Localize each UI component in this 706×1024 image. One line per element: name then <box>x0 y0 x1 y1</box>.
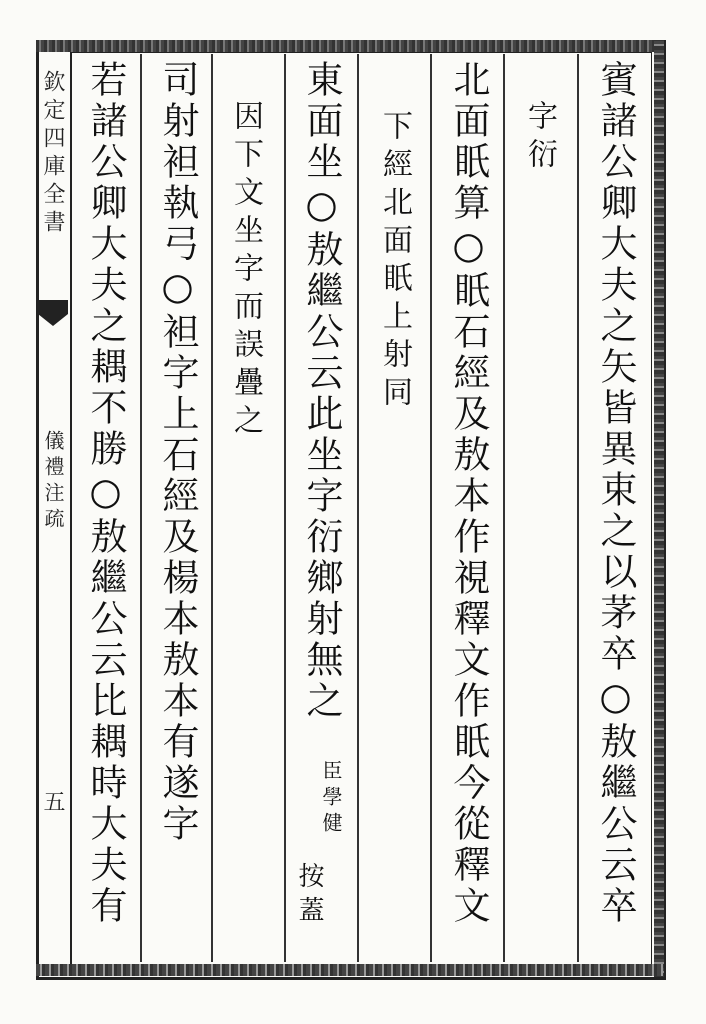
column-rule <box>140 54 142 962</box>
text-column-1: 賓諸公卿大夫之矢皆異束之以茅卒○敖繼公云卒 <box>594 60 637 927</box>
annotation-column-4: 下經北面眂上射同 <box>377 110 412 414</box>
fishtail-mark-icon <box>38 300 68 330</box>
right-border-band <box>654 40 664 977</box>
column-rule <box>357 54 359 962</box>
text-column-7: 司射袒執弓○袒字上石經及楊本敖本有遂字 <box>156 60 199 845</box>
bottom-border-band <box>36 964 663 976</box>
column-rule <box>577 54 579 962</box>
column-rule <box>503 54 505 962</box>
note-small-2: 按蓋 <box>294 862 324 930</box>
annotation-column-2: 字衍 <box>522 100 557 176</box>
page-number: 五 <box>40 790 65 818</box>
column-rule <box>430 54 432 962</box>
text-column-3: 北面眂算○眂石經及敖本作視釋文作眂今從釋文 <box>447 60 490 927</box>
text-column-5: 東面坐○敖繼公云此坐字衍鄉射無之 <box>300 60 343 722</box>
margin-divider <box>70 52 72 964</box>
column-rule <box>211 54 213 962</box>
column-rule <box>284 54 286 962</box>
note-small-1: 臣學健 <box>319 760 343 838</box>
book-title: 欽定四庫全書 <box>40 70 65 238</box>
top-border-band <box>36 40 663 52</box>
text-column-8: 若諸公卿大夫之耦不勝○敖繼公云比耦時大夫有 <box>84 60 127 927</box>
section-title: 儀禮注疏 <box>41 430 65 534</box>
annotation-column-6: 因下文坐字而誤疊之 <box>228 100 263 442</box>
